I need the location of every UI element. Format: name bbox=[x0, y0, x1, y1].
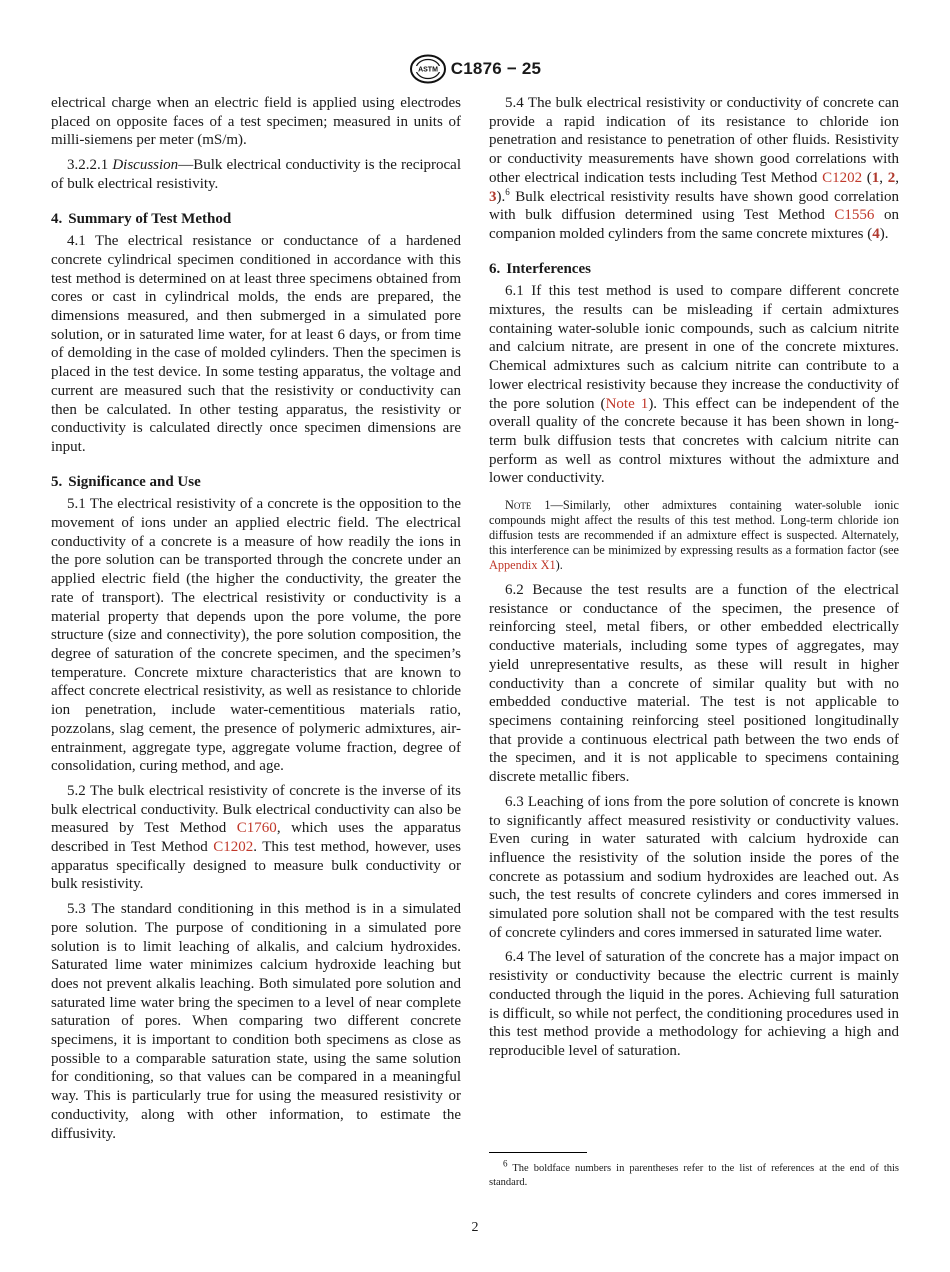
astm-logo-icon bbox=[409, 54, 447, 84]
paragraph-6-3: 6.3 Leaching of ions from the pore solution of concrete is known to significantly affect measured resistivity or conductivity values. Even curing in water saturated with calcium hydroxide can influence the resistivity of the solution inside the pores of the concrete as potassium and sodium hydroxides are leached out. As such, the test results of concrete cylinders and cores immersed in simulated pore solution shall not be compared with the test results of concrete cylinders and cores immersed in saturated lime water. bbox=[489, 793, 899, 941]
paragraph-6-4: 6.4 The level of saturation of the concrete has a major impact on resistivity or conductivity because the electric current is mainly conducted through the liquid in the pores. Achieving full saturation is difficult, so while not perfect, the conditioning procedures used in this test method provide a methodology for achieving a high and reproducible level of saturation. bbox=[489, 949, 899, 1059]
page-header bbox=[0, 52, 950, 86]
standard-designation: C1876 − 25 bbox=[450, 59, 542, 78]
paragraph-5-1: 5.1 The electrical resistivity of a concrete is the opposition to the movement of ions under an applied electric field. The electrical conductivity of a concrete is a measure of how readily the ions in the pore solution can be transported through the concrete under an applied electric field (the higher the conductivity, the greater the rate of transport). The electrical resistivity or conductivity is a material property that depends upon the pore volume, the pore structure (size and connectivity), the pore solution composition, the degree of saturation of the concrete specimen, and the specimen’s temperature. Concrete mixture characteristics that are known to affect concrete electrical resistivity, as well as resistance to chloride ion penetration, include water-cementitious materials ratio, pozzolans, slag cement, the presence of polymeric admixtures, air-entrainment, aggregate type, aggregate volume fraction, degree of consolidation, curing method, and age. bbox=[51, 496, 461, 775]
paragraph-5-4: 5.4 The bulk electrical resistivity or conductivity of concrete can provide a rapid indication of its resistance to chloride ion penetration and resistance to penetration of other fluids. Resistivity or conductivity measurements have shown good correlations with other electrical indication tests including Test Method C1202 (1, 2, 3).$^6$ Bulk electrical resistivity results have shown good correlation with bulk diffusion determined using Test Method C1556 on companion molded cylinders from the same concrete mixtures (4). bbox=[489, 95, 899, 242]
note-1: Note 1—Similarly, other admixtures containing water-soluble ionic compounds might affect the results of this test method. Long-term chloride ion diffusion tests are recommended if an admixture effect is suspected. Alternately, this interference can be minimized by expressing results as a formation factor (see Appendix X1). bbox=[489, 498, 899, 573]
link-c1202[interactable]: C1202 bbox=[822, 169, 863, 186]
paragraph-6-2: 6.2 Because the test results are a function of the electrical resistance or conductance of the specimen, the presence of reinforcing steel, metal fibers, or other embedded electrically conductive materials, including some types of aggregates, may yield unrepresentative results, as these will result in higher conductivity than a concrete of similar quality but with no embedded conductive material. The test is not applicable to specimens containing reinforcing steel positioned longitudinally that provide a continuous electrical path between the two ends of the specimen, and it is not applicable to specimens containing discrete metallic fibers. bbox=[489, 582, 899, 786]
link-c1556[interactable]: C1556 bbox=[834, 207, 875, 224]
section-5-heading: 5. Significance and Use bbox=[51, 473, 201, 490]
discussion-3-2-2-1: 3.2.2.1 Discussion—Bulk electrical conductivity is the reciprocal of bulk electrical resistivity. bbox=[51, 157, 462, 192]
link-appendix-x1[interactable]: Appendix X1 bbox=[489, 558, 556, 573]
paragraph-5-2: 5.2 The bulk electrical resistivity of concrete is the inverse of its bulk electrical conductivity. Bulk electrical conductivity can also be measured by Test Method C1760, which uses the apparatus described in Test Method C1202. This test method, however, uses apparatus specifically designed to measure bulk conductivity or bulk resistivity. bbox=[51, 782, 461, 893]
link-c1760[interactable]: C1760 bbox=[236, 820, 277, 837]
paragraph-6-1: 6.1 If this test method is used to compare different concrete mixtures, the results can be misleading if certain admixtures containing water-soluble ionic compounds, such as calcium nitrite and calcium nitrate, are present in one of the concrete mixtures. Chemical admixtures such as calcium nitrite can contribute to a lower electrical resistivity because they increase the conductivity of the pore solution (Note 1). This effect can be independent of the overall quality of the concrete because it has been shown in long-term bulk diffusion tests that concretes with calcium nitrite can perform as well as control mixtures without the admixture and lower conductivity. bbox=[489, 283, 899, 487]
footnote-marker: 6 bbox=[505, 186, 510, 197]
link-note-1[interactable]: Note 1 bbox=[605, 395, 649, 412]
page-number: 2 bbox=[471, 1220, 479, 1235]
link-c1202[interactable]: C1202 bbox=[213, 839, 254, 856]
left-column bbox=[51, 94, 461, 1149]
paragraph-4-1: 4.1 The electrical resistance or conductance of a hardened concrete cylindrical specimen conditioned in accordance with this test method is determined on at least three specimens obtained from cores or cast in cylindrical molds, the ends are prepared, the dimensions measured, and then submerged in a simulated pore solution, or in saturated lime water, for at least 6 days, or from time of demolding in the case of molded cylinders. Then the specimen is placed in the test device. In some testing apparatus, the voltage and current are measured such that the resistivity or conductivity can then be calculated. In other testing apparatus, the resistivity or conductivity is calculated directly once specimen dimensions are input. bbox=[51, 233, 461, 455]
definition-continuation: electrical charge when an electric field is applied using electrodes placed on opposite faces of a test specimen; measured in units of milli-siemens per meter (mS/m). bbox=[51, 95, 461, 149]
section-6-heading: 6. Interferences bbox=[489, 260, 591, 277]
ref-2[interactable]: 2 bbox=[887, 169, 896, 186]
svg-text:ASTM: ASTM bbox=[417, 66, 438, 74]
section-4-heading: 4. Summary of Test Method bbox=[51, 210, 232, 227]
ref-4[interactable]: 4 bbox=[872, 225, 880, 242]
footnote-divider bbox=[489, 1152, 587, 1153]
right-column bbox=[489, 94, 899, 1067]
footnote-6: $^6$ The boldface numbers in parentheses refer to the list of references at the end of this standard. bbox=[489, 1158, 899, 1188]
ref-1[interactable]: 1 bbox=[871, 169, 880, 186]
paragraph-5-3: 5.3 The standard conditioning in this method is in a simulated pore solution. The purpose of conditioning in a simulated pore solution is to limit leaching of alkalis, and calcium hydroxides. Saturated lime water minimizes calcium hydroxide leaching but does not prevent alkalis leaching. Both simulated pore solution and saturated lime water bring the specimen to a level of near complete saturation of pores. When comparing two different concrete specimens, it is important to condition both specimens as close as possible to a comparable saturation state, using the same solution for conditioning, so that values can be compared in a meaningful way. This is particularly true for using the measured resistivity or conductivity, along with other information, to estimate the diffusivity. bbox=[51, 901, 461, 1142]
ref-3[interactable]: 3 bbox=[489, 188, 497, 205]
